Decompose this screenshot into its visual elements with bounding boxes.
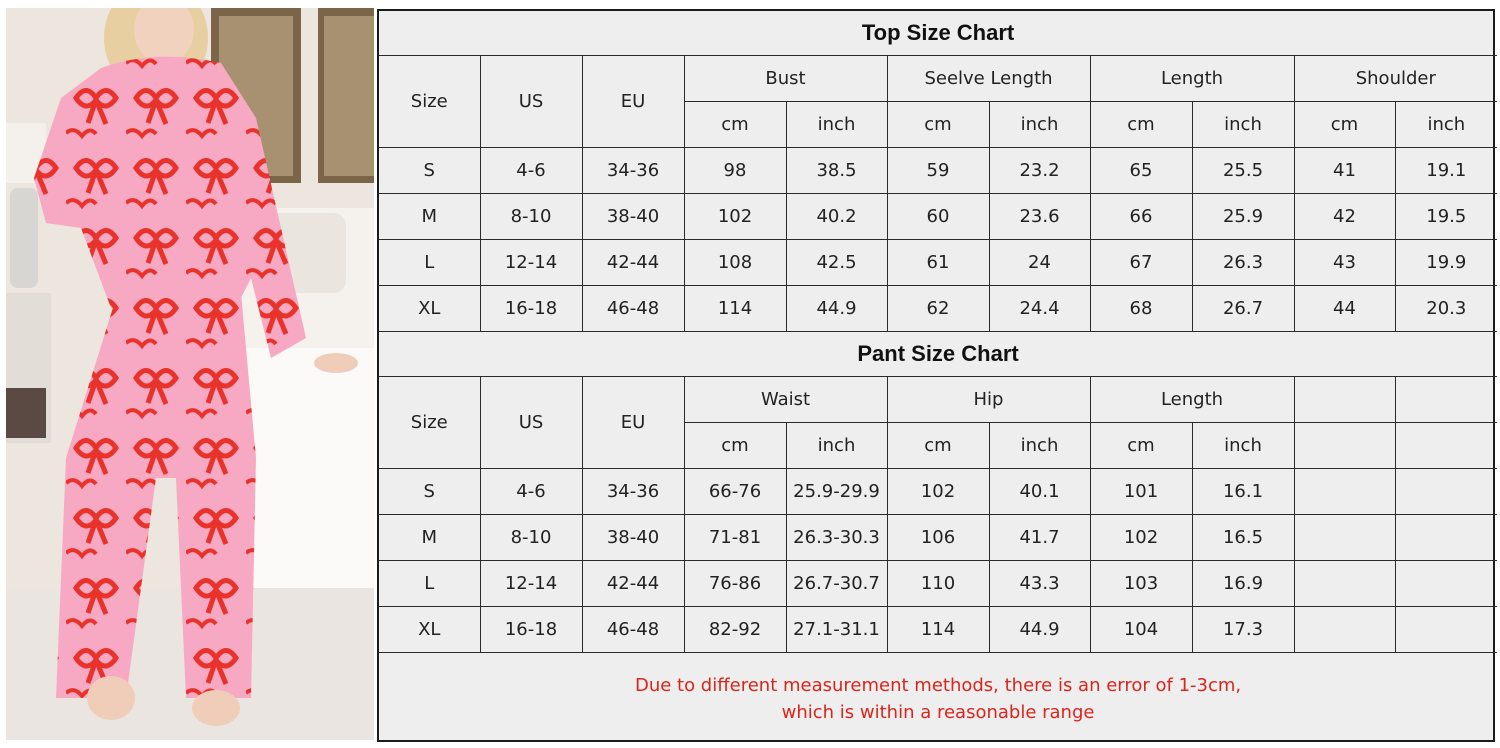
table-cell: 102 <box>684 194 786 240</box>
top-size-header: Size <box>379 56 480 148</box>
table-cell: 40.2 <box>786 194 887 240</box>
pant-size-chart-title: Pant Size Chart <box>379 332 1497 377</box>
table-cell: 38-40 <box>582 194 684 240</box>
pant-waist-header: Waist <box>684 377 887 423</box>
table-row <box>379 240 1497 286</box>
top-bust-header: Bust <box>684 56 887 102</box>
table-cell: 4-6 <box>480 148 582 194</box>
table-cell: 68 <box>1090 286 1192 332</box>
top-unit-inch: inch <box>1395 102 1497 148</box>
pant-unit-cm: cm <box>887 423 989 469</box>
table-cell: 41 <box>1294 148 1395 194</box>
table-cell: 65 <box>1090 148 1192 194</box>
table-cell: L <box>379 561 480 607</box>
table-cell: M <box>379 515 480 561</box>
table-cell: 4-6 <box>480 469 582 515</box>
table-cell: 42 <box>1294 194 1395 240</box>
table-row <box>379 286 1497 332</box>
table-cell: 60 <box>887 194 989 240</box>
table-cell: 34-36 <box>582 469 684 515</box>
table-cell: 43 <box>1294 240 1395 286</box>
measurement-note <box>379 653 1497 745</box>
pant-us-header: US <box>480 377 582 469</box>
table-cell: 16.5 <box>1192 515 1294 561</box>
table-cell: 26.3 <box>1192 240 1294 286</box>
table-row <box>379 194 1497 240</box>
top-eu-header: EU <box>582 56 684 148</box>
top-unit-cm: cm <box>1090 102 1192 148</box>
pant-length-header: Length <box>1090 377 1294 423</box>
table-cell: 24 <box>989 240 1090 286</box>
table-cell: 19.9 <box>1395 240 1497 286</box>
top-length-header: Length <box>1090 56 1294 102</box>
table-cell: 25.5 <box>1192 148 1294 194</box>
table-cell: 42-44 <box>582 561 684 607</box>
top-us-header: US <box>480 56 582 148</box>
table-cell: 82-92 <box>684 607 786 653</box>
size-chart <box>377 9 1495 742</box>
table-cell: M <box>379 194 480 240</box>
table-cell: 27.1-31.1 <box>786 607 887 653</box>
table-cell: 25.9 <box>1192 194 1294 240</box>
table-cell: 12-14 <box>480 240 582 286</box>
top-unit-inch: inch <box>1192 102 1294 148</box>
table-cell: 106 <box>887 515 989 561</box>
empty-cell <box>1294 377 1395 423</box>
table-row <box>379 469 1497 515</box>
empty-cell <box>1395 561 1497 607</box>
table-cell: 102 <box>1090 515 1192 561</box>
table-cell: 44.9 <box>786 286 887 332</box>
table-cell: 26.3-30.3 <box>786 515 887 561</box>
table-cell: 16-18 <box>480 607 582 653</box>
table-cell: 19.5 <box>1395 194 1497 240</box>
table-cell: 16-18 <box>480 286 582 332</box>
table-row <box>379 515 1497 561</box>
table-cell: 8-10 <box>480 515 582 561</box>
table-cell: 17.3 <box>1192 607 1294 653</box>
pant-unit-inch: inch <box>989 423 1090 469</box>
top-shoulder-header: Shoulder <box>1294 56 1497 102</box>
top-unit-inch: inch <box>989 102 1090 148</box>
pant-unit-cm: cm <box>684 423 786 469</box>
size-chart-table <box>379 11 1497 744</box>
table-cell: 108 <box>684 240 786 286</box>
table-cell: 67 <box>1090 240 1192 286</box>
table-cell: 25.9-29.9 <box>786 469 887 515</box>
table-cell: 46-48 <box>582 286 684 332</box>
table-cell: 76-86 <box>684 561 786 607</box>
table-cell: 38.5 <box>786 148 887 194</box>
table-cell: 59 <box>887 148 989 194</box>
top-sleeve-length-header: Seelve Length <box>887 56 1090 102</box>
pant-hip-header: Hip <box>887 377 1090 423</box>
table-cell: 26.7 <box>1192 286 1294 332</box>
table-cell: 26.7-30.7 <box>786 561 887 607</box>
table-cell: 62 <box>887 286 989 332</box>
table-cell: 19.1 <box>1395 148 1497 194</box>
table-cell: 71-81 <box>684 515 786 561</box>
table-cell: 23.2 <box>989 148 1090 194</box>
empty-cell <box>1395 515 1497 561</box>
empty-cell <box>1395 607 1497 653</box>
empty-cell <box>1294 423 1395 469</box>
table-cell: 98 <box>684 148 786 194</box>
table-cell: 24.4 <box>989 286 1090 332</box>
measurement-note-line-2: which is within a reasonable range <box>781 701 1095 723</box>
table-cell: 20.3 <box>1395 286 1497 332</box>
table-cell: 38-40 <box>582 515 684 561</box>
table-cell: 34-36 <box>582 148 684 194</box>
table-cell: 42-44 <box>582 240 684 286</box>
table-cell: 103 <box>1090 561 1192 607</box>
top-size-chart-title: Top Size Chart <box>379 11 1497 56</box>
empty-cell <box>1294 561 1395 607</box>
table-cell: 42.5 <box>786 240 887 286</box>
empty-cell <box>1395 469 1497 515</box>
table-cell: 46-48 <box>582 607 684 653</box>
table-cell: 114 <box>887 607 989 653</box>
empty-cell <box>1294 607 1395 653</box>
empty-cell <box>1395 377 1497 423</box>
table-row <box>379 148 1497 194</box>
table-cell: 16.9 <box>1192 561 1294 607</box>
empty-cell <box>1294 515 1395 561</box>
table-cell: 110 <box>887 561 989 607</box>
table-cell: 102 <box>887 469 989 515</box>
measurement-note-line-1: Due to different measurement methods, there is an error of 1-3cm, <box>634 674 1242 696</box>
top-unit-inch: inch <box>786 102 887 148</box>
table-cell: 40.1 <box>989 469 1090 515</box>
table-cell: XL <box>379 607 480 653</box>
table-cell: 114 <box>684 286 786 332</box>
pant-unit-inch: inch <box>786 423 887 469</box>
table-cell: L <box>379 240 480 286</box>
table-cell: 8-10 <box>480 194 582 240</box>
table-cell: S <box>379 148 480 194</box>
table-row <box>379 607 1497 653</box>
table-cell: 12-14 <box>480 561 582 607</box>
empty-cell <box>1294 469 1395 515</box>
top-unit-cm: cm <box>887 102 989 148</box>
top-unit-cm: cm <box>684 102 786 148</box>
empty-cell <box>1395 423 1497 469</box>
table-cell: S <box>379 469 480 515</box>
table-row <box>379 561 1497 607</box>
pant-size-header: Size <box>379 377 480 469</box>
table-cell: 66 <box>1090 194 1192 240</box>
table-cell: 44.9 <box>989 607 1090 653</box>
pant-eu-header: EU <box>582 377 684 469</box>
table-cell: 23.6 <box>989 194 1090 240</box>
product-photo <box>6 8 374 740</box>
table-cell: 41.7 <box>989 515 1090 561</box>
table-cell: 44 <box>1294 286 1395 332</box>
table-cell: XL <box>379 286 480 332</box>
table-cell: 61 <box>887 240 989 286</box>
pant-unit-inch: inch <box>1192 423 1294 469</box>
table-cell: 66-76 <box>684 469 786 515</box>
table-cell: 101 <box>1090 469 1192 515</box>
table-cell: 104 <box>1090 607 1192 653</box>
table-cell: 16.1 <box>1192 469 1294 515</box>
pant-unit-cm: cm <box>1090 423 1192 469</box>
table-cell: 43.3 <box>989 561 1090 607</box>
top-unit-cm: cm <box>1294 102 1395 148</box>
